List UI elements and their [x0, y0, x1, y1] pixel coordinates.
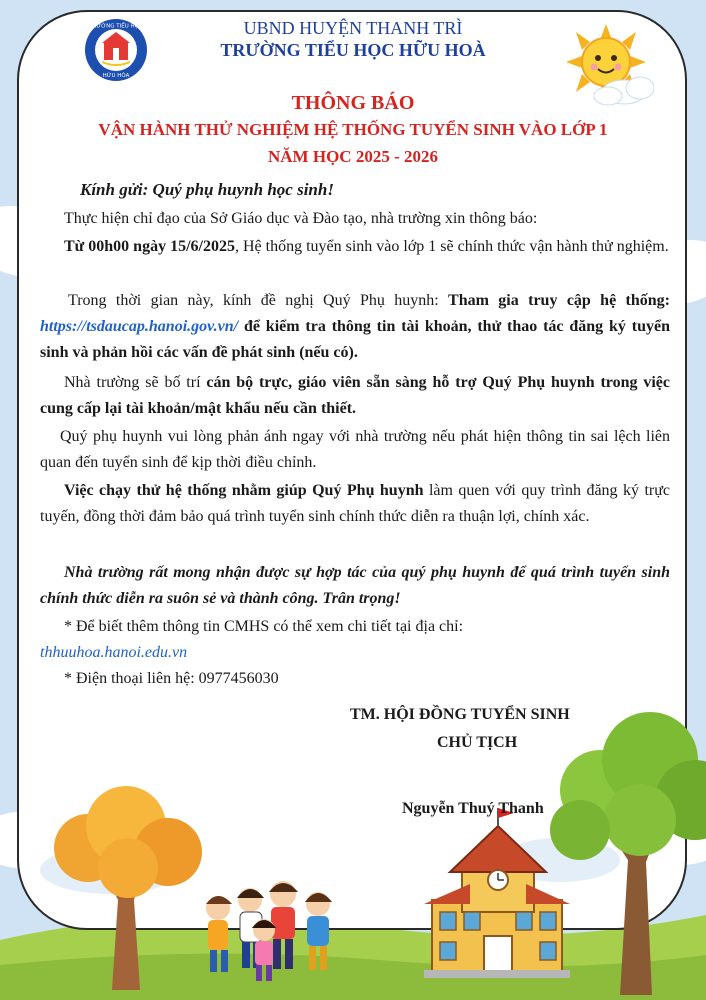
paragraph-1: Thực hiện chỉ đạo của Sở Giáo dục và Đào tạo, nhà trường xin thông báo:: [64, 210, 538, 227]
greeting: Kính gửi: Quý phụ huynh học sinh!: [80, 180, 334, 199]
svg-text:TRƯỜNG TIỂU HỌC: TRƯỜNG TIỂU HỌC: [89, 23, 143, 30]
paragraph-2: Từ 00h00 ngày 15/6/2025, Hệ thống tuyển sinh vào lớp 1 sẽ chính thức vận hành thử nghiệm.: [64, 238, 669, 255]
paragraph-7: Nhà trường rất mong nhận được sự hợp tác của quý phụ huynh để quá trình tuyển sinh chính thức diễn ra suôn sẻ và thành công. Trân trọng!: [40, 564, 670, 607]
paragraph-3: Trong thời gian này, kính đề nghị Quý Phụ huynh: Tham gia truy cập hệ thống: https://tsdaucap.hanoi.gov.vn/ để kiểm tra thông tin tài khoản, thử thao tác đăng ký tuyển sinh và phản hồi các vấn đề phát sinh (nếu có).: [40, 292, 671, 361]
signer-name: Nguyễn Thuý Thanh: [402, 800, 544, 817]
authority-name: UBND HUYỆN THANH TRÌ: [243, 18, 463, 38]
contact-phone: * Điện thoại liên hệ: 0977456030: [64, 670, 279, 687]
school-name: TRƯỜNG TIỂU HỌC HỮU HOÀ: [220, 40, 486, 60]
paragraph-6: Việc chạy thử hệ thống nhằm giúp Quý Phụ huynh làm quen với quy trình đăng ký trực tuyến, đồng thời đảm bảo quá trình tuyển sinh chính thức diễn ra thuận lợi, chính xác.: [40, 482, 671, 525]
svg-text:HỮU HÒA: HỮU HÒA: [102, 73, 130, 79]
paragraph-4: Nhà trường sẽ bố trí cán bộ trực, giáo viên sẵn sàng hỗ trợ Quý Phụ huynh trong việc cung cấp lại tài khoản/mật khẩu nếu cần thiết.: [40, 374, 670, 417]
paragraph-8: * Để biết thêm thông tin CMHS có thể xem chi tiết tại địa chỉ: thhuuhoa.hanoi.edu.vn: [40, 618, 464, 661]
notice-subtitle: VẬN HÀNH THỬ NGHIỆM HỆ THỐNG TUYỂN SINH VÀO LỚP 1: [98, 120, 608, 139]
school-year: NĂM HỌC 2025 - 2026: [268, 147, 438, 166]
signature-title: TM. HỘI ĐỒNG TUYỂN SINH: [350, 706, 570, 723]
school-website-link[interactable]: thhuuhoa.hanoi.edu.vn: [40, 644, 188, 661]
notice-title: THÔNG BÁO: [291, 92, 415, 114]
signature-role: CHỦ TỊCH: [437, 734, 518, 751]
paragraph-5: Quý phụ huynh vui lòng phản ánh ngay với nhà trường nếu phát hiện thông tin sai lệch liên quan đến tuyển sinh để kịp thời điều chỉnh.: [40, 428, 670, 471]
enrollment-link[interactable]: https://tsdaucap.hanoi.gov.vn/: [40, 318, 239, 335]
date-highlight: Từ 00h00 ngày 15/6/2025: [64, 238, 235, 255]
